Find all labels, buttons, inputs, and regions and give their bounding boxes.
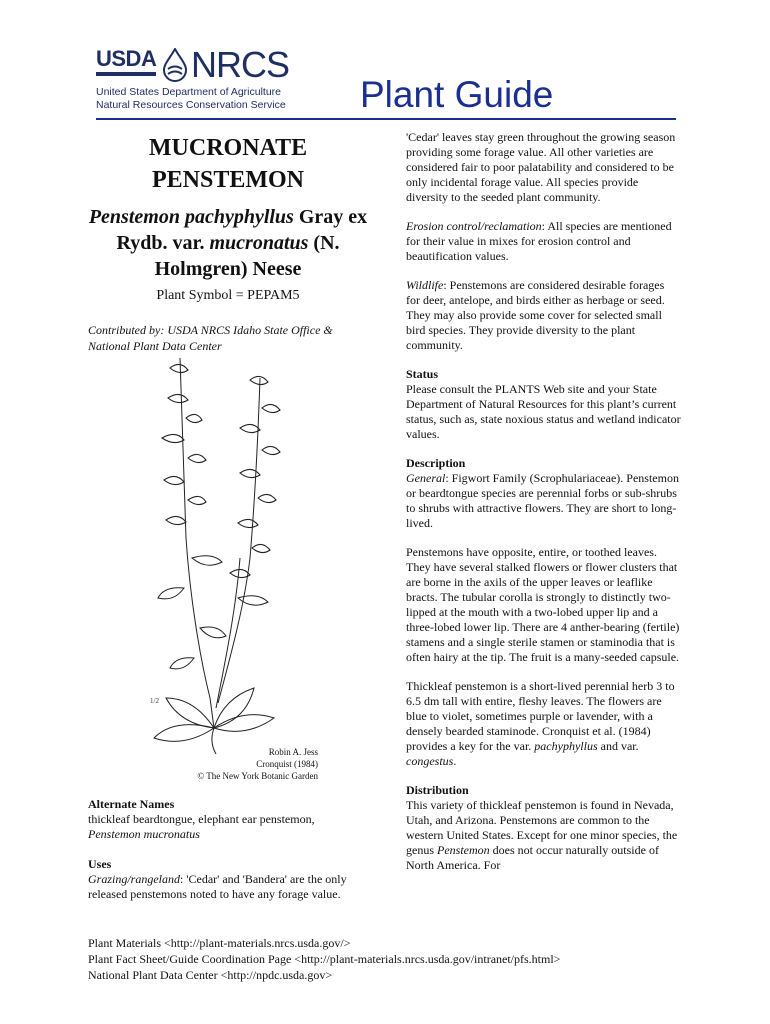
page-title: Plant Guide	[360, 74, 554, 115]
alternate-names-section	[88, 797, 368, 842]
credit-source: Cronquist (1984)	[256, 759, 318, 769]
description-heading: Description	[406, 456, 466, 470]
general-label: General	[406, 471, 446, 485]
uses-heading: Uses	[88, 857, 112, 871]
dist-part-a: This variety of thickleaf penstemon is found in Nevada, Utah, and Arizona. Penstemons are common to the western United States. Except for one minor species, the genus	[406, 798, 678, 857]
uses-text	[88, 872, 368, 902]
agency-line-1: United States Department of Agriculture	[96, 86, 282, 98]
dist-part-b: does not occur naturally outside of North America. For	[406, 843, 659, 872]
status-heading: Status	[406, 367, 439, 381]
desc-p3-part-b: and var.	[597, 739, 639, 753]
sci-variety: mucronatus	[209, 232, 309, 254]
general-text: : Figwort Family (Scrophulariaceae). Penstemon or beardtongue species are perennial forbs or sub-shrubs to shrubs with attractive flowers. They are short to long-lived.	[406, 471, 679, 530]
wildlife-label: Wildlife	[406, 278, 444, 292]
erosion-paragraph	[406, 219, 681, 264]
uses-grazing-text: : 'Cedar' and 'Bandera' are the only released penstemons noted to have any forage value.	[88, 872, 347, 901]
erosion-label: Erosion control/reclamation	[406, 219, 542, 233]
desc-p3-var-1: pachyphyllus	[534, 739, 598, 753]
scale-label: 1/2	[150, 697, 159, 705]
alternate-names-heading: Alternate Names	[88, 797, 175, 811]
footer	[88, 935, 688, 983]
usda-underline	[96, 72, 156, 76]
common-name-line-2: PENSTEMON	[151, 167, 304, 193]
distribution-heading: Distribution	[406, 783, 469, 797]
plant-illustration	[140, 358, 300, 758]
credit-artist: Robin A. Jess	[268, 747, 318, 757]
wildlife-text: : Penstemons are considered desirable forages for deer, antelope, and birds either as herbage or seed. They may also provide some cover for selected small bird species. They provide diversity to the plant community.	[406, 278, 665, 352]
footer-plant-materials-link[interactable]: Plant Materials <http://plant-materials.nrcs.usda.gov/>	[88, 936, 351, 950]
right-column	[406, 130, 681, 873]
description-paragraph-3	[406, 679, 681, 769]
status-text: Please consult the PLANTS Web site and your State Department of Natural Resources for this plant’s current status, such as, state noxious status and wetland indicator values.	[406, 382, 681, 441]
footer-fact-sheet-link[interactable]: Plant Fact Sheet/Guide Coordination Page <http://plant-materials.nrcs.usda.gov/intranet/pfs.html>	[88, 952, 561, 966]
footer-npdc-link[interactable]: National Plant Data Center <http://npdc.usda.gov>	[88, 968, 333, 982]
sci-genus-species: Penstemon pachyphyllus	[88, 206, 294, 228]
nrcs-wordmark: NRCS	[191, 44, 290, 85]
title-divider	[96, 118, 676, 120]
scientific-name	[88, 204, 368, 282]
desc-p3-var-2: congestus	[406, 754, 454, 768]
usda-nrcs-logo	[96, 44, 290, 114]
common-name	[88, 132, 368, 196]
left-column	[88, 130, 368, 354]
contributed-by: Contributed by: USDA NRCS Idaho State Office & National Plant Data Center	[88, 323, 333, 353]
water-drop-icon	[162, 48, 188, 82]
plant-symbol: Plant Symbol = PEPAM5	[156, 288, 300, 303]
description-paragraph-2: Penstemons have opposite, entire, or toothed leaves. They have several stalked flowers or flower clusters that are borne in the axils of the upper leaves or leaflike bracts. The tubular corolla is strongly to distinctly two-lipped at the mouth with a two-lobed upper lip and a three-lobed lower lip. There are 4 anther-bearing (fertile) stamens and a single sterile stamen or staminodia that is often hairy at the tip. The fruit is a many-seeded capsule.	[406, 545, 680, 664]
alternate-names-text: thickleaf beardtongue, elephant ear penstemon,	[88, 812, 315, 826]
desc-p3-part-a: Thickleaf penstemon is a short-lived perennial herb 3 to 6.5 dm tall with entire, fleshy leaves. The flowers are blue to violet, sometimes purple or lavender, with a densely bearded staminode. Cronquist et al. (1984) provides a key for the var.	[406, 679, 675, 753]
alternate-names-sci: Penstemon mucronatus	[88, 827, 200, 841]
usda-wordmark: USDA	[96, 46, 157, 71]
wildlife-paragraph	[406, 278, 681, 353]
credit-copyright: © The New York Botanic Garden	[197, 771, 318, 781]
uses-section	[88, 857, 368, 902]
uses-grazing-label: Grazing/rangeland	[88, 872, 181, 886]
sci-authority-2: (N. Holmgren) Neese	[154, 232, 340, 280]
general-paragraph	[406, 471, 681, 531]
sci-authority-1: Gray ex Rydb. var.	[116, 206, 368, 254]
distribution-text	[406, 798, 681, 873]
cedar-paragraph: 'Cedar' leaves stay green throughout the growing season providing some forage value. All other varieties are considered fair to poor palatability and considered to be only incidental forage value. All species provide diversity to the seeded plant community.	[406, 130, 676, 204]
common-name-line-1: MUCRONATE	[148, 135, 308, 161]
agency-line-2: Natural Resources Conservation Service	[96, 99, 286, 111]
erosion-text: : All species are mentioned for their value in mixes for erosion control and beautification values.	[406, 219, 672, 263]
illustration-credit	[88, 746, 318, 782]
desc-p3-part-c: .	[453, 754, 457, 768]
dist-genus: Penstemon	[437, 843, 490, 857]
